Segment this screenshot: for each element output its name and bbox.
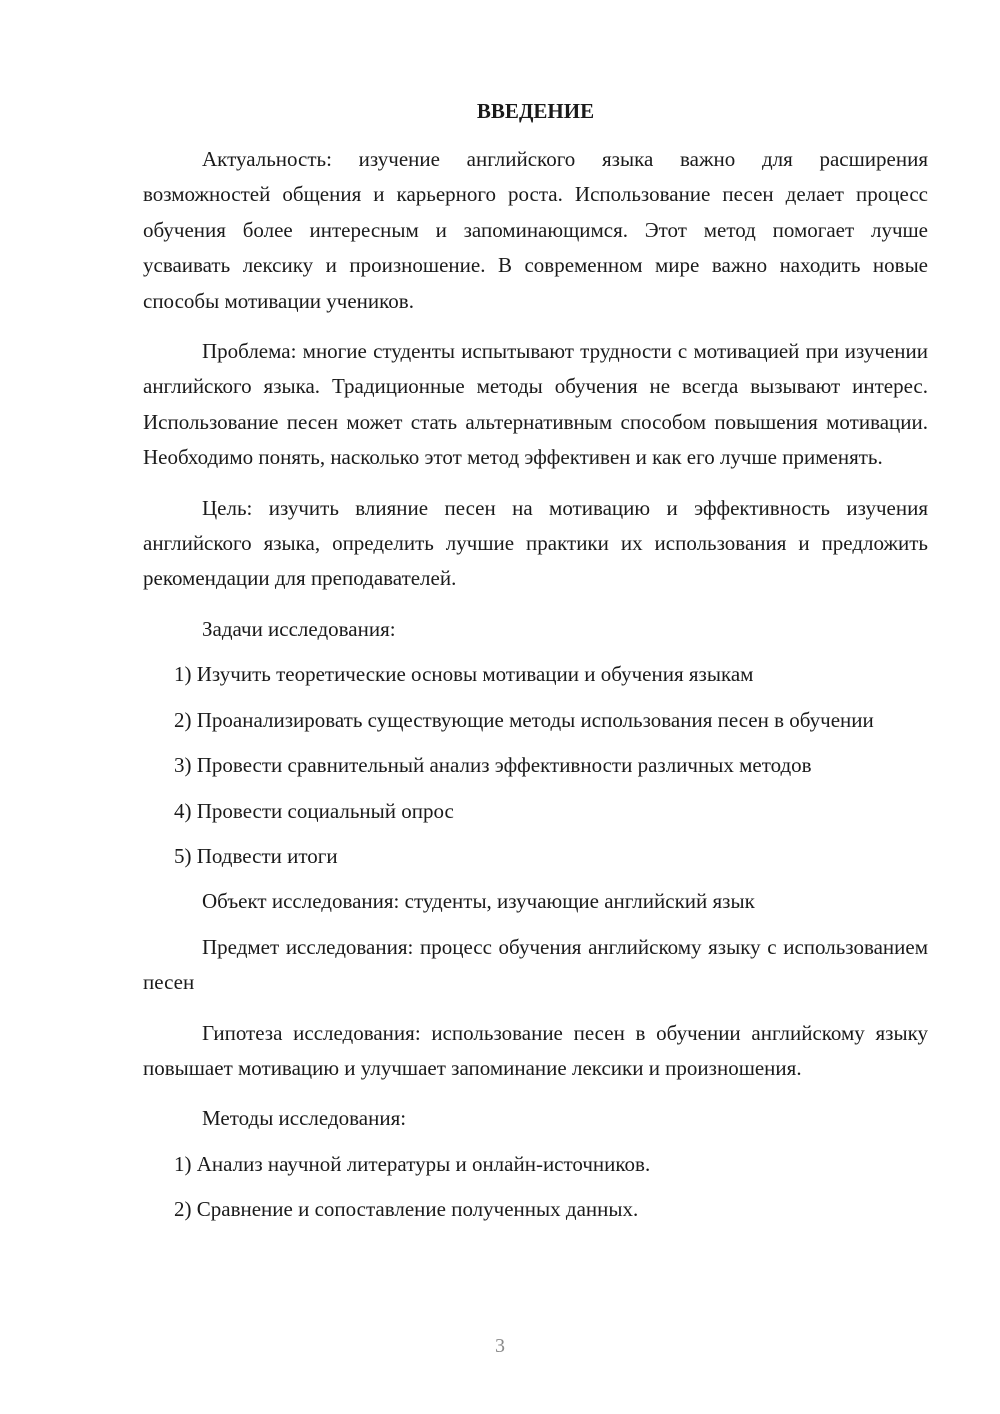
goal-paragraph: Цель: изучить влияние песен на мотивацию и эффективность изучения английского языка, определить лучшие практики их использования и предложить рекомендации для преподавателей. xyxy=(143,495,928,591)
page-number: 3 xyxy=(495,1335,505,1357)
task-item: 5) Подвести итоги xyxy=(174,843,338,868)
task-item: 4) Провести социальный опрос xyxy=(174,798,454,823)
task-item: 1) Изучить теоретические основы мотивации и обучения языкам xyxy=(174,662,754,687)
task-item: 2) Проанализировать существующие методы использования песен в обучении xyxy=(174,707,874,732)
page-content xyxy=(143,94,928,1238)
subject-paragraph: Предмет исследования: процесс обучения английскому языку с использованием песен xyxy=(143,934,928,995)
methods-heading: Методы исследования: xyxy=(202,1106,407,1131)
hypothesis-paragraph: Гипотеза исследования: использование песен в обучении английскому языку повышает мотивацию и улучшает запоминание лексики и произношения. xyxy=(143,1020,928,1080)
tasks-heading: Задачи исследования: xyxy=(202,616,396,641)
method-item: 1) Анализ научной литературы и онлайн-источников. xyxy=(174,1151,651,1176)
section-title: ВВЕДЕНИЕ xyxy=(476,99,595,123)
task-item: 3) Провести сравнительный анализ эффективности различных методов xyxy=(174,753,812,778)
method-item: 2) Сравнение и сопоставление полученных данных. xyxy=(174,1197,639,1222)
object-paragraph: Объект исследования: студенты, изучающие английский язык xyxy=(202,889,755,914)
problem-paragraph: Проблема: многие студенты испытывают трудности с мотивацией при изучении английского языка. Традиционные методы обучения не всегда вызывают интерес. Использование песен может стать альтернативным способом повышения мотивации. Необходимо понять, насколько этот метод эффективен и как его лучше применять. xyxy=(143,339,928,470)
relevance-paragraph: Актуальность: изучение английского языка важно для расширения возможностей общения и карьерного роста. Использование песен делает процесс обучения более интересным и запоминающимся. Этот метод помогает лучше усваивать лексику и произношение. В современном мире важно находить новые способы мотивации учеников. xyxy=(143,147,928,313)
